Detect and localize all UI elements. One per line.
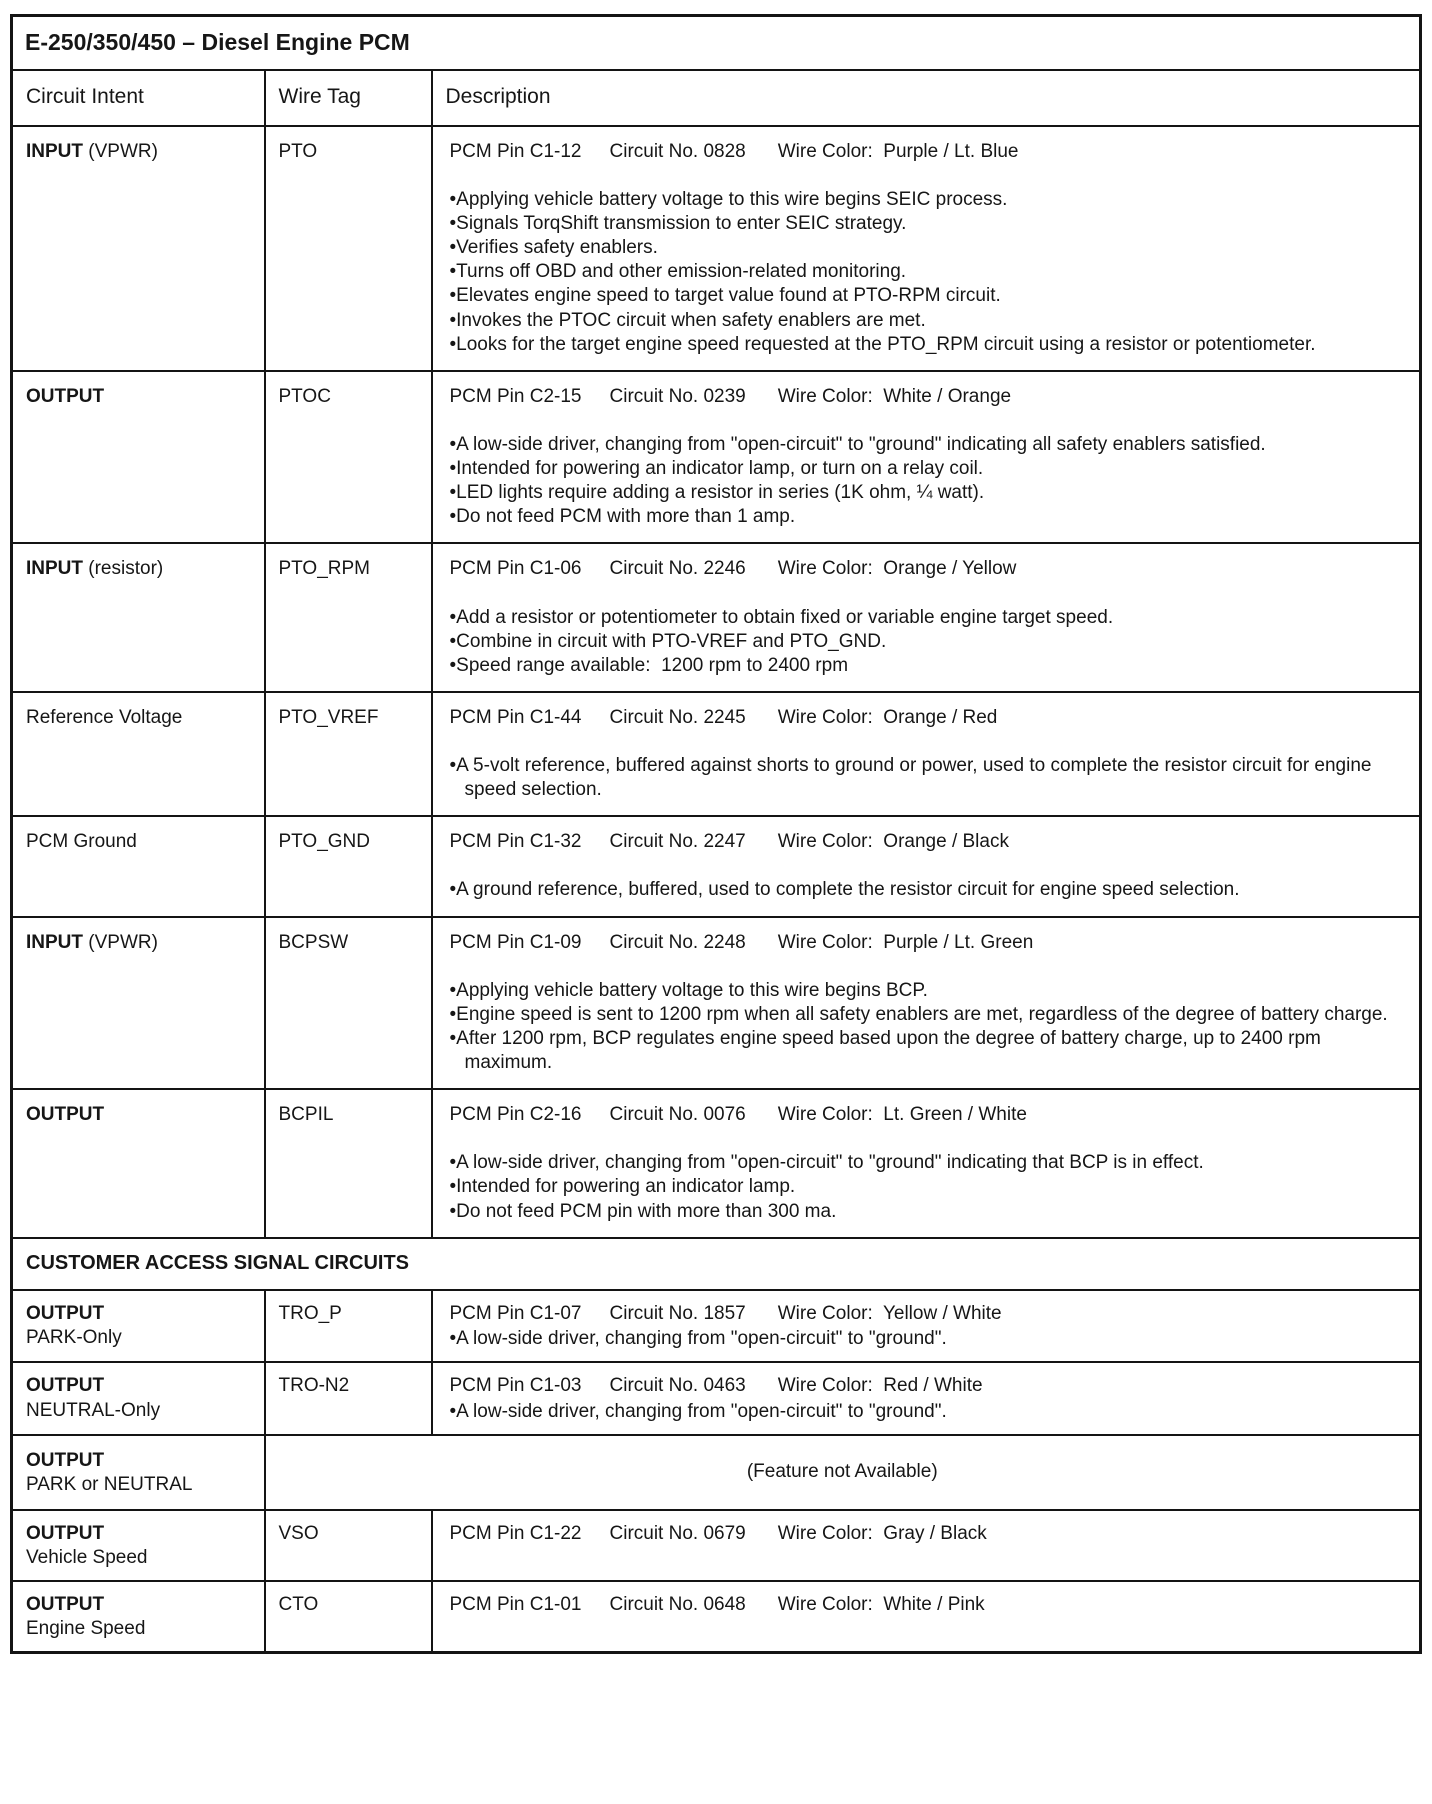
circuit-intent-cell — [12, 816, 265, 916]
bullet-item: • Intended for powering an indicator lamp. — [450, 1175, 1406, 1199]
wire-tag-cell: BCPSW — [265, 917, 432, 1090]
bullet-list — [450, 1327, 1406, 1351]
intent-bold-text: OUTPUT — [26, 1522, 105, 1544]
circuit-intent-cell — [12, 371, 265, 544]
circuit-no: Circuit No. 0463 — [609, 1375, 746, 1397]
table-row — [12, 371, 1421, 544]
bullet-item: • Looks for the target engine speed requested at the PTO_RPM circuit using a resistor or potentiometer. — [450, 333, 1406, 357]
section-label: CUSTOMER ACCESS SIGNAL CIRCUITS — [12, 1238, 1421, 1290]
description-cell — [432, 126, 1421, 371]
table-row — [12, 816, 1421, 916]
bullet-item: • A low-side driver, changing from "open-circuit" to "ground" indicating all safety enablers satisfied. — [450, 433, 1406, 457]
intent-bold-text: OUTPUT — [26, 1375, 105, 1397]
pin-id: PCM Pin C1-01 — [449, 1594, 582, 1616]
intent-bold-text: INPUT — [26, 140, 83, 162]
table-row — [12, 1510, 1421, 1581]
bullet-item: • A low-side driver, changing from "open-circuit" to "ground" indicating that BCP is in effect. — [450, 1151, 1406, 1175]
wire-tag-cell: PTO_GND — [265, 816, 432, 916]
column-header-wire-tag: Wire Tag — [265, 70, 432, 126]
table-row — [12, 1362, 1421, 1434]
bullet-item: • A low-side driver, changing from "open-circuit" to "ground". — [450, 1400, 1406, 1424]
pin-id: PCM Pin C1-09 — [449, 931, 582, 953]
section-row — [12, 1238, 1421, 1290]
bullet-item: • Applying vehicle battery voltage to this wire begins SEIC process. — [450, 188, 1406, 212]
circuit-intent-cell — [12, 1581, 265, 1653]
wire-tag-cell: BCPIL — [265, 1089, 432, 1238]
bullet-list — [450, 188, 1406, 357]
bullet-item: • Invokes the PTOC circuit when safety enablers are met. — [450, 309, 1406, 333]
pin-line — [450, 1374, 1406, 1398]
description-cell — [432, 1362, 1421, 1434]
pin-id: PCM Pin C2-15 — [449, 385, 582, 407]
pin-line — [450, 1593, 1406, 1617]
feature-not-available-cell: (Feature not Available) — [265, 1435, 1421, 1510]
wire-color: Wire Color: Yellow / White — [777, 1303, 1002, 1325]
description-cell — [432, 1089, 1421, 1238]
pin-line — [450, 557, 1406, 581]
circuit-no: Circuit No. 1857 — [609, 1303, 746, 1325]
description-cell — [432, 1290, 1421, 1362]
bullet-item: • Verifies safety enablers. — [450, 236, 1406, 260]
wire-color: Wire Color: Purple / Lt. Green — [777, 931, 1034, 953]
table-row — [12, 692, 1421, 816]
circuit-intent-cell — [12, 1510, 265, 1581]
intent-text: (VPWR) — [83, 140, 158, 162]
intent-line2: Engine Speed — [26, 1618, 146, 1640]
pcm-circuit-table — [10, 14, 1422, 1654]
pin-line — [450, 1103, 1406, 1127]
bullet-item: • A 5-volt reference, buffered against shorts to ground or power, used to complete the resistor circuit for engine speed selection. — [450, 754, 1406, 802]
bullet-item: • Speed range available: 1200 rpm to 2400 rpm — [450, 654, 1406, 678]
intent-bold-text: OUTPUT — [26, 1303, 105, 1325]
pin-id: PCM Pin C1-32 — [449, 831, 582, 853]
pin-id: PCM Pin C1-22 — [449, 1522, 582, 1544]
table-row — [12, 1435, 1421, 1510]
description-cell — [432, 543, 1421, 692]
bullet-item: • Applying vehicle battery voltage to this wire begins BCP. — [450, 979, 1406, 1003]
intent-text: Reference Voltage — [26, 706, 183, 728]
description-cell — [432, 1510, 1421, 1581]
wire-color: Wire Color: Orange / Red — [777, 706, 998, 728]
wire-color: Wire Color: Gray / Black — [777, 1522, 987, 1544]
intent-bold-text: INPUT — [26, 931, 83, 953]
pin-line — [450, 1302, 1406, 1326]
circuit-intent-cell — [12, 126, 265, 371]
bullet-item: • Turns off OBD and other emission-related monitoring. — [450, 260, 1406, 284]
intent-text: (resistor) — [83, 558, 164, 580]
pin-line — [450, 706, 1406, 730]
column-header-circuit-intent: Circuit Intent — [12, 70, 265, 126]
intent-line2: PARK-Only — [26, 1327, 122, 1349]
bullet-list — [450, 606, 1406, 678]
bullet-item: • Do not feed PCM with more than 1 amp. — [450, 505, 1406, 529]
pin-line — [450, 1522, 1406, 1546]
wire-tag-cell: PTO — [265, 126, 432, 371]
intent-bold-text: OUTPUT — [26, 1104, 105, 1126]
pin-id: PCM Pin C1-07 — [449, 1303, 582, 1325]
bullet-list — [450, 878, 1406, 902]
pin-line — [450, 830, 1406, 854]
bullet-item: • Add a resistor or potentiometer to obtain fixed or variable engine target speed. — [450, 606, 1406, 630]
bullet-list — [450, 1400, 1406, 1424]
bullet-item: • Do not feed PCM pin with more than 300 ma. — [450, 1200, 1406, 1224]
wire-tag-cell: PTO_VREF — [265, 692, 432, 816]
circuit-intent-cell — [12, 917, 265, 1090]
circuit-no: Circuit No. 2245 — [609, 706, 746, 728]
intent-bold-text: OUTPUT — [26, 1594, 105, 1616]
wire-tag-cell: CTO — [265, 1581, 432, 1653]
intent-bold-text: INPUT — [26, 558, 83, 580]
pin-id: PCM Pin C2-16 — [449, 1104, 582, 1126]
description-cell — [432, 371, 1421, 544]
circuit-no: Circuit No. 0239 — [609, 385, 746, 407]
circuit-intent-cell — [12, 1290, 265, 1362]
pin-line — [450, 140, 1406, 164]
table-row — [12, 126, 1421, 371]
bullet-item: • A ground reference, buffered, used to complete the resistor circuit for engine speed selection. — [450, 878, 1406, 902]
circuit-intent-cell — [12, 1435, 265, 1510]
circuit-no: Circuit No. 0828 — [609, 140, 746, 162]
pin-id: PCM Pin C1-03 — [449, 1375, 582, 1397]
circuit-no: Circuit No. 2246 — [609, 558, 746, 580]
wire-tag-cell: TRO-N2 — [265, 1362, 432, 1434]
bullet-item: • Combine in circuit with PTO-VREF and PTO_GND. — [450, 630, 1406, 654]
wire-tag-cell: PTOC — [265, 371, 432, 544]
page-title: E-250/350/450 – Diesel Engine PCM — [12, 16, 1421, 71]
bullet-item: • Engine speed is sent to 1200 rpm when all safety enablers are met, regardless of the degree of battery charge. — [450, 1003, 1406, 1027]
description-cell — [432, 917, 1421, 1090]
bullet-item: • A low-side driver, changing from "open-circuit" to "ground". — [450, 1327, 1406, 1351]
table-row — [12, 543, 1421, 692]
wire-tag-cell: PTO_RPM — [265, 543, 432, 692]
bullet-list — [450, 979, 1406, 1076]
pin-line — [450, 385, 1406, 409]
intent-text: PCM Ground — [26, 831, 137, 853]
circuit-no: Circuit No. 2247 — [609, 831, 746, 853]
bullet-list — [450, 433, 1406, 530]
bullet-item: • Signals TorqShift transmission to enter SEIC strategy. — [450, 212, 1406, 236]
intent-text: (VPWR) — [83, 931, 158, 953]
description-cell — [432, 816, 1421, 916]
bullet-list — [450, 754, 1406, 802]
table-row — [12, 917, 1421, 1090]
wire-color: Wire Color: White / Pink — [777, 1594, 985, 1616]
pin-id: PCM Pin C1-06 — [449, 558, 582, 580]
wire-color: Wire Color: Red / White — [777, 1375, 983, 1397]
intent-bold-text: OUTPUT — [26, 1449, 105, 1471]
wire-color: Wire Color: Orange / Black — [777, 831, 1009, 853]
intent-line2: Vehicle Speed — [26, 1547, 148, 1568]
intent-line2: PARK or NEUTRAL — [26, 1473, 193, 1495]
intent-line2: NEUTRAL-Only — [26, 1399, 161, 1421]
circuit-no: Circuit No. 0076 — [609, 1104, 746, 1126]
title-row — [12, 16, 1421, 71]
description-cell — [432, 692, 1421, 816]
table-row — [12, 1290, 1421, 1362]
wire-color: Wire Color: Purple / Lt. Blue — [777, 140, 1019, 162]
wire-color: Wire Color: Orange / Yellow — [777, 558, 1017, 580]
circuit-intent-cell — [12, 1362, 265, 1434]
wire-color: Wire Color: White / Orange — [777, 385, 1012, 407]
intent-bold-text: OUTPUT — [26, 385, 105, 407]
circuit-no: Circuit No. 0648 — [609, 1594, 746, 1616]
circuit-intent-cell — [12, 1089, 265, 1238]
bullet-item: • Elevates engine speed to target value found at PTO-RPM circuit. — [450, 284, 1406, 308]
column-header-row — [12, 70, 1421, 126]
bullet-item: • Intended for powering an indicator lamp, or turn on a relay coil. — [450, 457, 1406, 481]
table-row — [12, 1581, 1421, 1653]
bullet-item: • LED lights require adding a resistor in series (1K ohm, ¼ watt). — [450, 481, 1406, 505]
circuit-intent-cell — [12, 692, 265, 816]
pin-id: PCM Pin C1-44 — [449, 706, 582, 728]
pin-line — [450, 931, 1406, 955]
description-cell — [432, 1581, 1421, 1653]
wire-tag-cell: TRO_P — [265, 1290, 432, 1362]
wire-color: Wire Color: Lt. Green / White — [777, 1104, 1027, 1126]
circuit-no: Circuit No. 0679 — [609, 1522, 746, 1544]
table-row — [12, 1089, 1421, 1238]
column-header-description: Description — [432, 70, 1421, 126]
bullet-item: • After 1200 rpm, BCP regulates engine speed based upon the degree of battery charge, up to 2400 rpm maximum. — [450, 1027, 1406, 1075]
pin-id: PCM Pin C1-12 — [449, 140, 582, 162]
circuit-table-body — [12, 126, 1421, 1653]
wire-tag-cell: VSO — [265, 1510, 432, 1581]
circuit-no: Circuit No. 2248 — [609, 931, 746, 953]
circuit-intent-cell — [12, 543, 265, 692]
bullet-list — [450, 1151, 1406, 1223]
